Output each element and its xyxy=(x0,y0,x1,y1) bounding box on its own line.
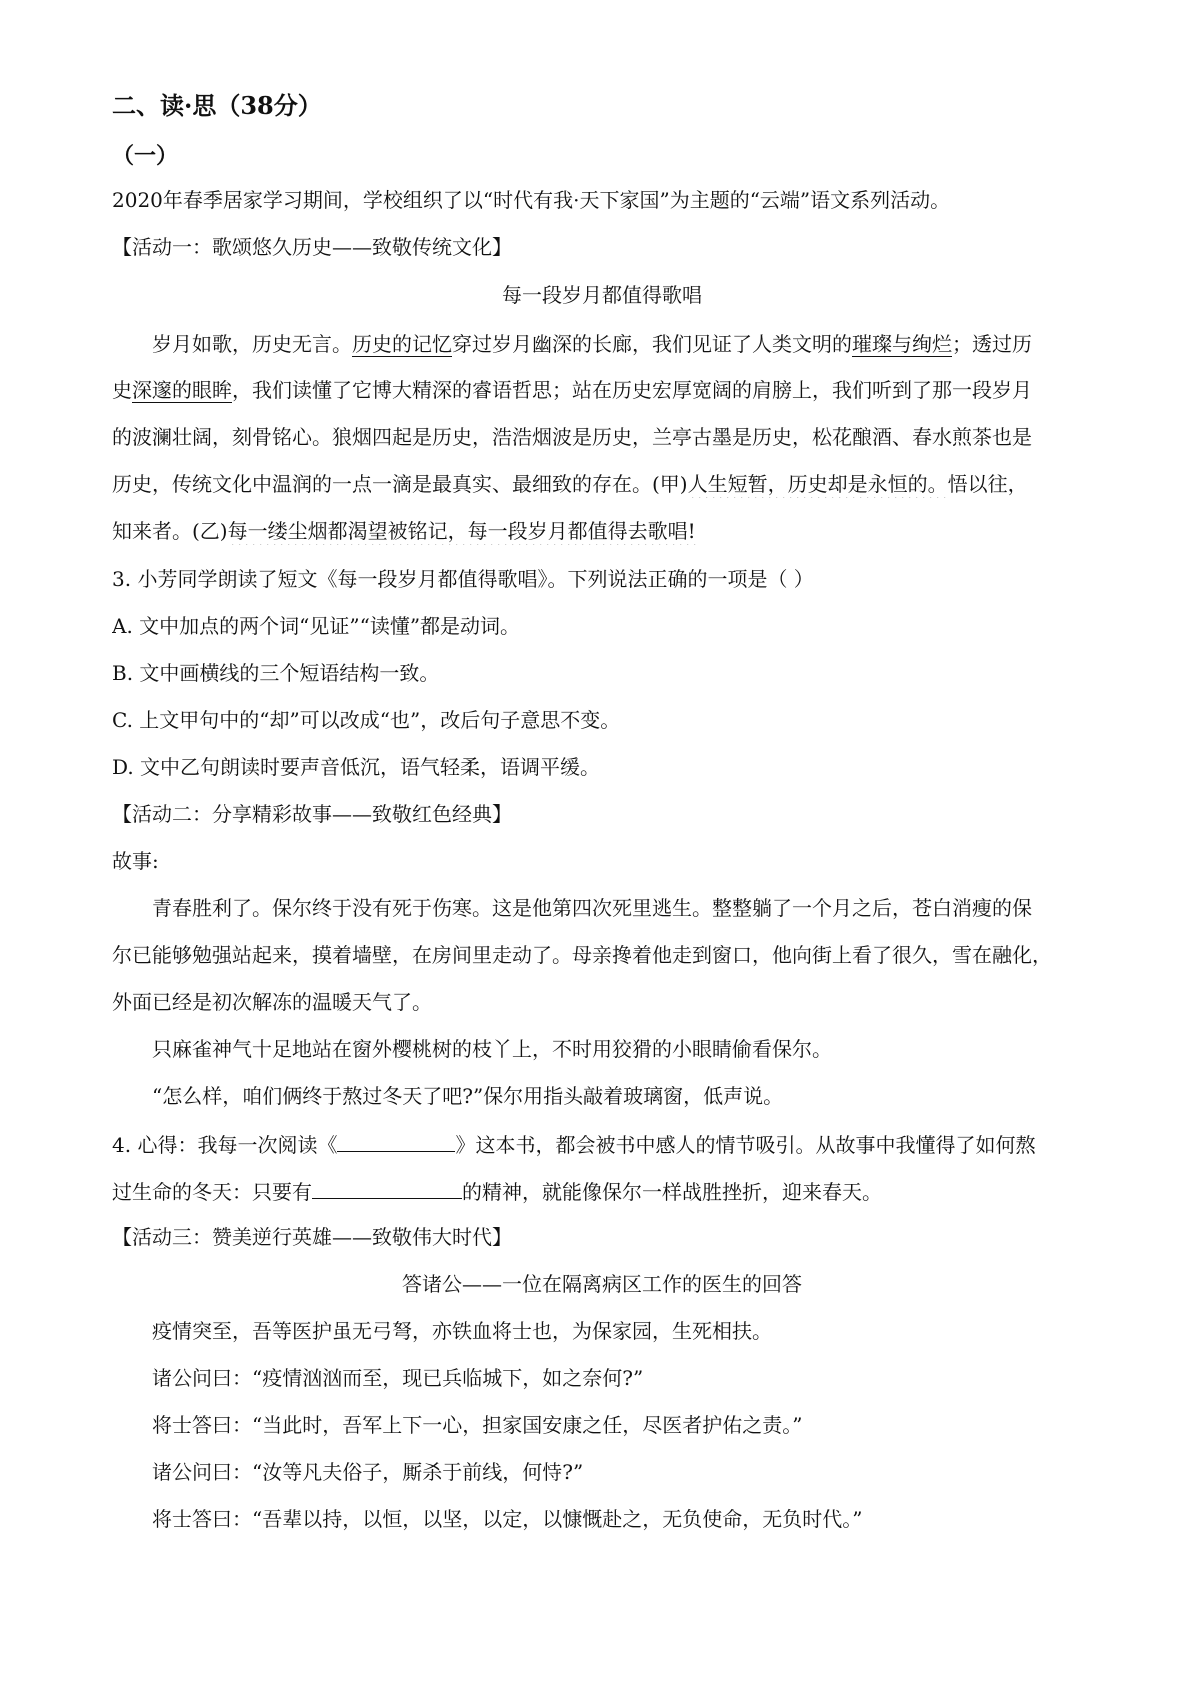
section-title: 二、读·思（38分） xyxy=(112,92,322,120)
question3-option-b: B. 文中画横线的三个短语结构一致。 xyxy=(112,661,440,685)
essay3-line-2: 诸公问曰：“疫情汹汹而至，现已兵临城下，如之奈何?” xyxy=(152,1366,644,1390)
question3-option-a: A. 文中加点的两个词“见证”“读懂”都是动词。 xyxy=(112,614,521,638)
question3-option-c: C. 上文甲句中的“却”可以改成“也”，改后句子意思不变。 xyxy=(112,708,621,732)
essay3-title: 答诸公——一位在隔离病区工作的医生的回答 xyxy=(402,1272,802,1296)
activity2-title: 【活动二：分享精彩故事——致敬红色经典】 xyxy=(112,802,512,826)
essay1-line-1: 岁月如歌，历史无言。历史的记忆穿过岁月幽深的长廊，我们见证了人类文明的璀璨与绚烂；透过历 xyxy=(152,332,1032,356)
story-line-1: 青春胜利了。保尔终于没有死于伤寒。这是他第四次死里逃生。整整躺了一个月之后，苍白消瘦的保 xyxy=(152,896,1032,920)
story-line-4: 只麻雀神气十足地站在窗外樱桃树的枝丫上，不时用狡猾的小眼睛偷看保尔。 xyxy=(152,1037,832,1061)
essay3-line-5: 将士答曰：“吾辈以持，以恒，以坚，以定，以慷慨赴之，无负使命，无负时代。” xyxy=(152,1507,863,1531)
essay3-line-1: 疫情突至，吾等医护虽无弓弩，亦铁血将士也，为保家园，生死相扶。 xyxy=(152,1319,772,1343)
underlined-phrase-3: 深邃的眼眸 xyxy=(132,378,232,402)
question3-stem: 3. 小芳同学朗读了短文《每一段岁月都值得歌唱》。下列说法正确的一项是（ ） xyxy=(112,567,814,591)
dotted-char-jian: 见 xyxy=(692,332,712,356)
essay1-line-3: 的波澜壮阔，刻骨铭心。狼烟四起是历史，浩浩烟波是历史，兰亭古墨是历史，松花酿酒、春水煎茶也是 xyxy=(112,425,1032,449)
essay3-line-3: 将士答曰：“当此时，吾军上下一心，担家国安康之任，尽医者护佑之责。” xyxy=(152,1413,803,1437)
question4-line-2: 过生命的冬天：只要有 的精神，就能像保尔一样战胜挫折，迎来春天。 xyxy=(112,1176,1092,1206)
wavy-sentence-yi: 每一缕尘烟都渴望被铭记，每一段岁月都值得去歌唱! xyxy=(227,519,696,543)
spirit-blank[interactable] xyxy=(312,1176,462,1199)
story-line-5: “怎么样，咱们俩终于熬过冬天了吧?”保尔用指头敲着玻璃窗，低声说。 xyxy=(152,1084,784,1108)
underlined-phrase-1: 历史的记忆 xyxy=(352,332,452,356)
underlined-phrase-2: 璀璨与绚烂 xyxy=(852,332,952,356)
wavy-sentence-jia: 人生短暂，历史却是永恒的。 xyxy=(687,472,948,496)
essay3-line-4: 诸公问曰：“汝等凡夫俗子，厮杀于前线，何恃?” xyxy=(152,1460,584,1484)
essay1-line-4: 历史，传统文化中温润的一点一滴是最真实、最细致的存在。(甲)人生短暂，历史却是永恒的。悟以往， xyxy=(112,472,1028,496)
essay1-title: 每一段岁月都值得歌唱 xyxy=(502,283,702,307)
story-line-3: 外面已经是初次解冻的温暖天气了。 xyxy=(112,990,432,1014)
question4-line-1: 4. 心得：我每一次阅读《 》这本书，都会被书中感人的情节吸引。从故事中我懂得了如何熬 xyxy=(112,1129,1092,1159)
dotted-char-du: 读 xyxy=(292,378,312,402)
story-line-2: 尔已能够勉强站起来，摸着墙壁，在房间里走动了。母亲搀着他走到窗口，他向街上看了很久，雪在融化， xyxy=(112,943,1052,967)
story-label: 故事: xyxy=(112,849,159,873)
intro-text: 2020年春季居家学习期间，学校组织了以“时代有我·天下家国”为主题的“云端”语文系列活动。 xyxy=(112,188,951,212)
book-title-blank[interactable] xyxy=(337,1129,455,1152)
part-label: （一） xyxy=(112,143,179,169)
essay1-line-5: 知来者。(乙)每一缕尘烟都渴望被铭记，每一段岁月都值得去歌唱! xyxy=(112,519,696,543)
activity1-title: 【活动一：歌颂悠久历史——致敬传统文化】 xyxy=(112,235,512,259)
question3-option-d: D. 文中乙句朗读时要声音低沉，语气轻柔，语调平缓。 xyxy=(112,755,601,779)
essay1-line-2: 史深邃的眼眸，我们读懂了它博大精深的睿语哲思；站在历史宏厚宽阔的肩膀上，我们听到了那一段岁月 xyxy=(112,378,1032,402)
activity3-title: 【活动三：赞美逆行英雄——致敬伟大时代】 xyxy=(112,1225,512,1249)
